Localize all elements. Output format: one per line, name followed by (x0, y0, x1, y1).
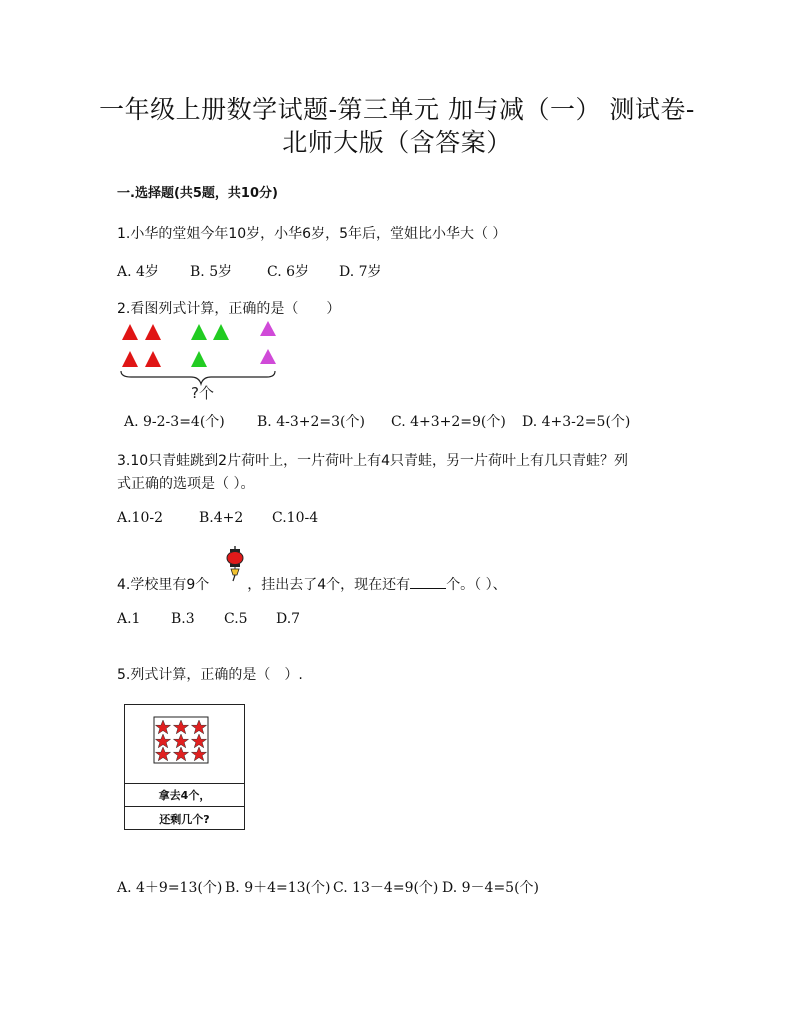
q5-option-c: C. 13－4=9(个) (333, 880, 439, 896)
q4-option-d: D.7 (276, 611, 301, 627)
q4-option-c: C.5 (224, 611, 248, 627)
brace-label: ?个 (191, 384, 214, 402)
green-triangle (191, 324, 207, 340)
brace (121, 371, 275, 384)
green-triangle (213, 324, 229, 340)
q4-text-before: 4.学校里有9个 (117, 577, 210, 593)
q2-option-d: D. 4+3-2=5(个) (522, 414, 631, 430)
star-icon (155, 734, 170, 748)
q4-text-end: 个。（ ）、 (446, 577, 507, 593)
document-title-line1: 一年级上册数学试题-第三单元 加与减（一） 测试卷- (99, 95, 695, 124)
q5-box-line2: 还剩几个? (159, 813, 210, 826)
question-5-text: 5.列式计算，正确的是（ ）. (117, 667, 303, 683)
q3-option-a: A.10-2 (117, 510, 164, 526)
question-4-text (117, 574, 507, 594)
q3-option-b: B.4+2 (199, 510, 244, 526)
green-triangle (191, 351, 207, 367)
q4-option-b: B.3 (171, 611, 195, 627)
q4-option-a: A.1 (117, 611, 141, 627)
question-1-text: 1.小华的堂姐今年10岁，小华6岁，5年后，堂姐比小华大（ ） (117, 226, 507, 242)
star-icon (155, 720, 170, 734)
divider (125, 783, 244, 784)
q5-option-b: B. 9＋4=13(个) (225, 880, 331, 896)
q1-option-a: A. 4岁 (117, 264, 159, 280)
q5-figure-box (124, 704, 245, 830)
red-triangle (145, 324, 161, 340)
q1-option-c: C. 6岁 (267, 264, 310, 280)
answer-blank (410, 574, 446, 589)
document-title-line2: 北师大版（含答案） (282, 128, 512, 157)
question-3-line1: 3.10只青蛙跳到2片荷叶上，一片荷叶上有4只青蛙，另一片荷叶上有几只青蛙？列 (117, 453, 628, 469)
star-icon (173, 734, 188, 748)
question-2-text: 2.看图列式计算，正确的是（ ） (117, 301, 341, 317)
star-icon (191, 720, 206, 734)
red-triangle (145, 351, 161, 367)
purple-triangle (260, 321, 276, 336)
q2-option-c: C. 4+3+2=9(个) (391, 414, 506, 430)
star-icon (191, 734, 206, 748)
triangles-figure (117, 318, 287, 404)
q3-option-c: C.10-4 (272, 510, 319, 526)
question-3-line2: 式正确的选项是（ ）。 (117, 476, 255, 492)
q2-option-a: A. 9-2-3=4(个) (124, 414, 225, 430)
purple-triangle (260, 349, 276, 364)
red-triangle (122, 351, 138, 367)
star-icon (191, 747, 206, 761)
star-icon (173, 747, 188, 761)
q4-text-after: ，挂出去了4个，现在还有 (247, 577, 411, 593)
divider (125, 806, 244, 807)
q5-option-a: A. 4＋9=13(个) (117, 880, 223, 896)
q5-box-line1: 拿去4个， (158, 789, 211, 802)
q1-option-b: B. 5岁 (190, 264, 233, 280)
star-icon (173, 720, 188, 734)
section-heading: 一.选择题(共5题，共10分) (117, 186, 278, 201)
stars-grid (153, 716, 209, 764)
q5-option-d: D. 9－4=5(个) (442, 880, 540, 896)
star-icon (155, 747, 170, 761)
q1-option-d: D. 7岁 (339, 264, 382, 280)
q2-option-b: B. 4-3+2=3(个) (257, 414, 365, 430)
red-triangle (122, 324, 138, 340)
lantern-icon (224, 545, 246, 583)
